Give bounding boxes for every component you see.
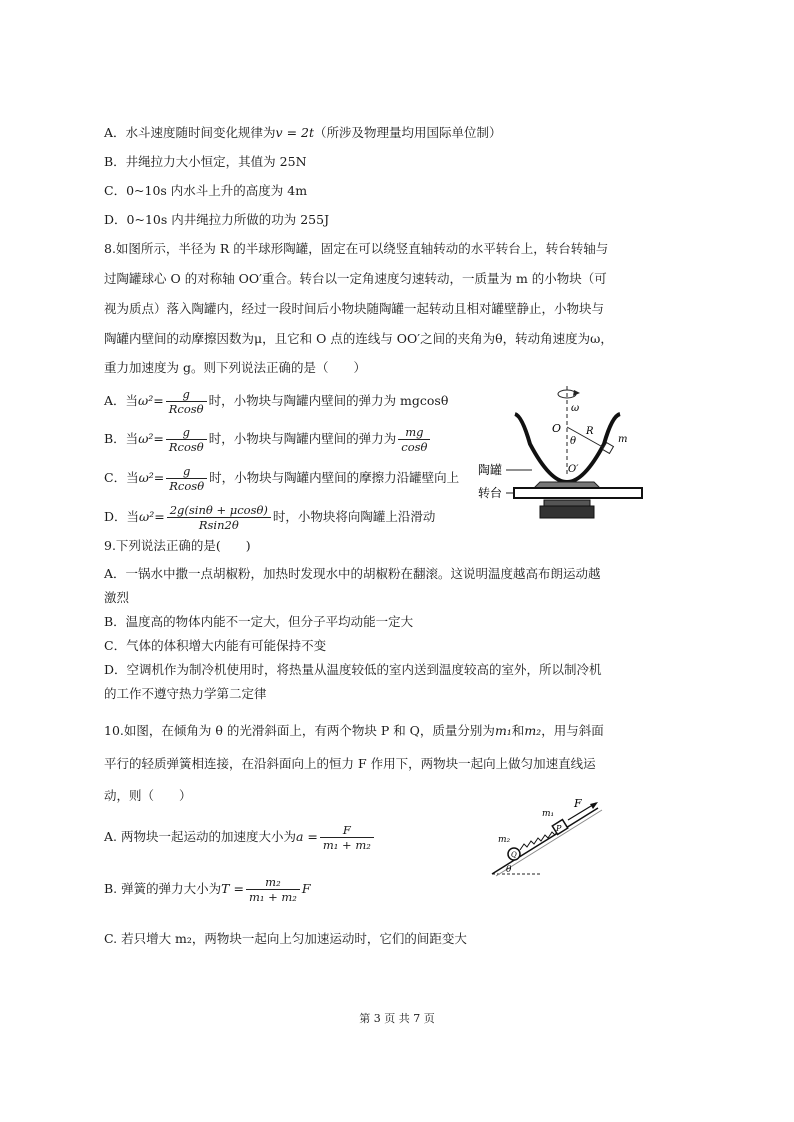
q10-option-c: C. 若只增大 m₂，两物块一起向上匀加速运动时，它们的间距变大 [104, 931, 467, 946]
fig-center-o: O [552, 422, 562, 435]
q8-stem-line1: 8.如图所示，半径为 R 的半球形陶罐，固定在可以绕竖直轴转动的水平转台上，转台转轴与 [104, 241, 609, 256]
fig-theta-label: θ [570, 436, 577, 447]
fig-omega-label: ω [571, 403, 580, 414]
fig-pot-label: 陶罐 [478, 463, 503, 477]
turntable-base [540, 506, 594, 518]
fig-m1-label: m₁ [542, 809, 555, 819]
q9-option-a-line2: 激烈 [104, 590, 130, 605]
q8-stem-line4: 陶罐内壁间的动摩擦因数为μ，且它和 O 点的连线与 OO′之间的夹角为θ，转动角速度为ω， [104, 331, 613, 346]
q9-option-b: B．温度高的物体内能不一定大，但分子平均动能一定大 [104, 614, 414, 629]
q8-option-a: A．当ω²= $\frac{g}{Rcos\theta}$ 时，小物块与陶罐内壁间的弹力为 mgcosθ [104, 387, 449, 416]
q8-option-c: C．当ω²= $\frac{g}{Rcos\theta}$ 时，小物块与陶罐内壁间的摩擦力沿罐壁向上 [104, 464, 460, 493]
q8-option-b: B．当ω²= $\frac{g}{Rcos\theta}$ 时，小物块与陶罐内壁间的弹力为 $\frac{mg}{\cos\theta}$ [104, 424, 432, 454]
svg-text:P: P [556, 824, 562, 833]
fig-m-label: m [618, 434, 628, 445]
q10-option-b: B. 弹簧的弹力大小为T = $\frac{\text{m₂}}{\text{m₁ + m₂}}$ F [104, 875, 311, 904]
q9-option-a-line1: A．一锅水中撒一点胡椒粉，加热时发现水中的胡椒粉在翻滚。这说明温度越高布朗运动越 [104, 566, 601, 581]
page-footer: 第 3 页 共 7 页 [359, 1012, 435, 1025]
q10-incline-figure [486, 796, 616, 880]
q10-option-a: A. 两物块一起运动的加速度大小为a = $\frac{F}{\text{m₁ + m₂}}$ [104, 820, 376, 854]
fig-f-label: F [574, 797, 582, 810]
turntable [514, 488, 642, 498]
fig-theta-label: θ [506, 865, 512, 875]
q9-option-d-line1: D．空调机作为制冷机使用时，将热量从温度较低的室内送到温度较高的室外，所以制冷机 [104, 662, 602, 677]
q9-option-c: C．气体的体积增大内能有可能保持不变 [104, 638, 327, 653]
fig-r-label: R [586, 426, 594, 437]
svg-text:Q: Q [511, 851, 517, 859]
fig-table-label: 转台 [478, 486, 503, 500]
q9-stem: 9.下列说法正确的是( ) [104, 538, 251, 553]
q8-option-d: D．当ω²= $\frac{2g(\sin\theta + \mu\cos\theta)}{Rsin2\theta}$ 时，小物块将向陶罐上沿滑动 [104, 503, 436, 532]
q9-option-d-line2: 的工作不遵守热力学第二定律 [104, 686, 267, 701]
q8-stem-line3: 视为质点）落入陶罐内，经过一段时间后小物块随陶罐一起转动且相对罐壁静止，小物块与 [104, 301, 605, 316]
spring [520, 829, 559, 850]
q7-option-d: D．0~10s 内井绳拉力所做的功为 255J [104, 212, 330, 227]
q10-stem-line3: 动，则（ ） [104, 788, 192, 803]
q10-stem-line1: 10.如图，在倾角为 θ 的光滑斜面上，有两个物块 P 和 Q，质量分别为m₁和m₂，用与斜面 [104, 723, 604, 738]
q8-stem-line2: 过陶罐球心 O 的对称轴 OO′重合。转台以一定角速度匀速转动，一质量为 m 的小物块（可 [104, 271, 607, 286]
q8-pot-figure [470, 384, 660, 534]
q7-option-b: B．井绳拉力大小恒定，其值为 25N [104, 154, 307, 169]
q10-stem-line2: 平行的轻质弹簧相连接，在沿斜面向上的恒力 F 作用下，两物块一起向上做匀加速直线运 [104, 756, 596, 771]
q7-option-c: C．0~10s 内水斗上升的高度为 4m [104, 183, 308, 198]
fig-o-prime: O′ [568, 464, 579, 475]
fig-m2-label: m₂ [498, 835, 511, 845]
q8-stem-line5: 重力加速度为 g。则下列说法正确的是（ ） [104, 360, 366, 375]
q7-option-a: A．水斗速度随时间变化规律为v = 2t（所涉及物理量均用国际单位制） [104, 125, 502, 140]
